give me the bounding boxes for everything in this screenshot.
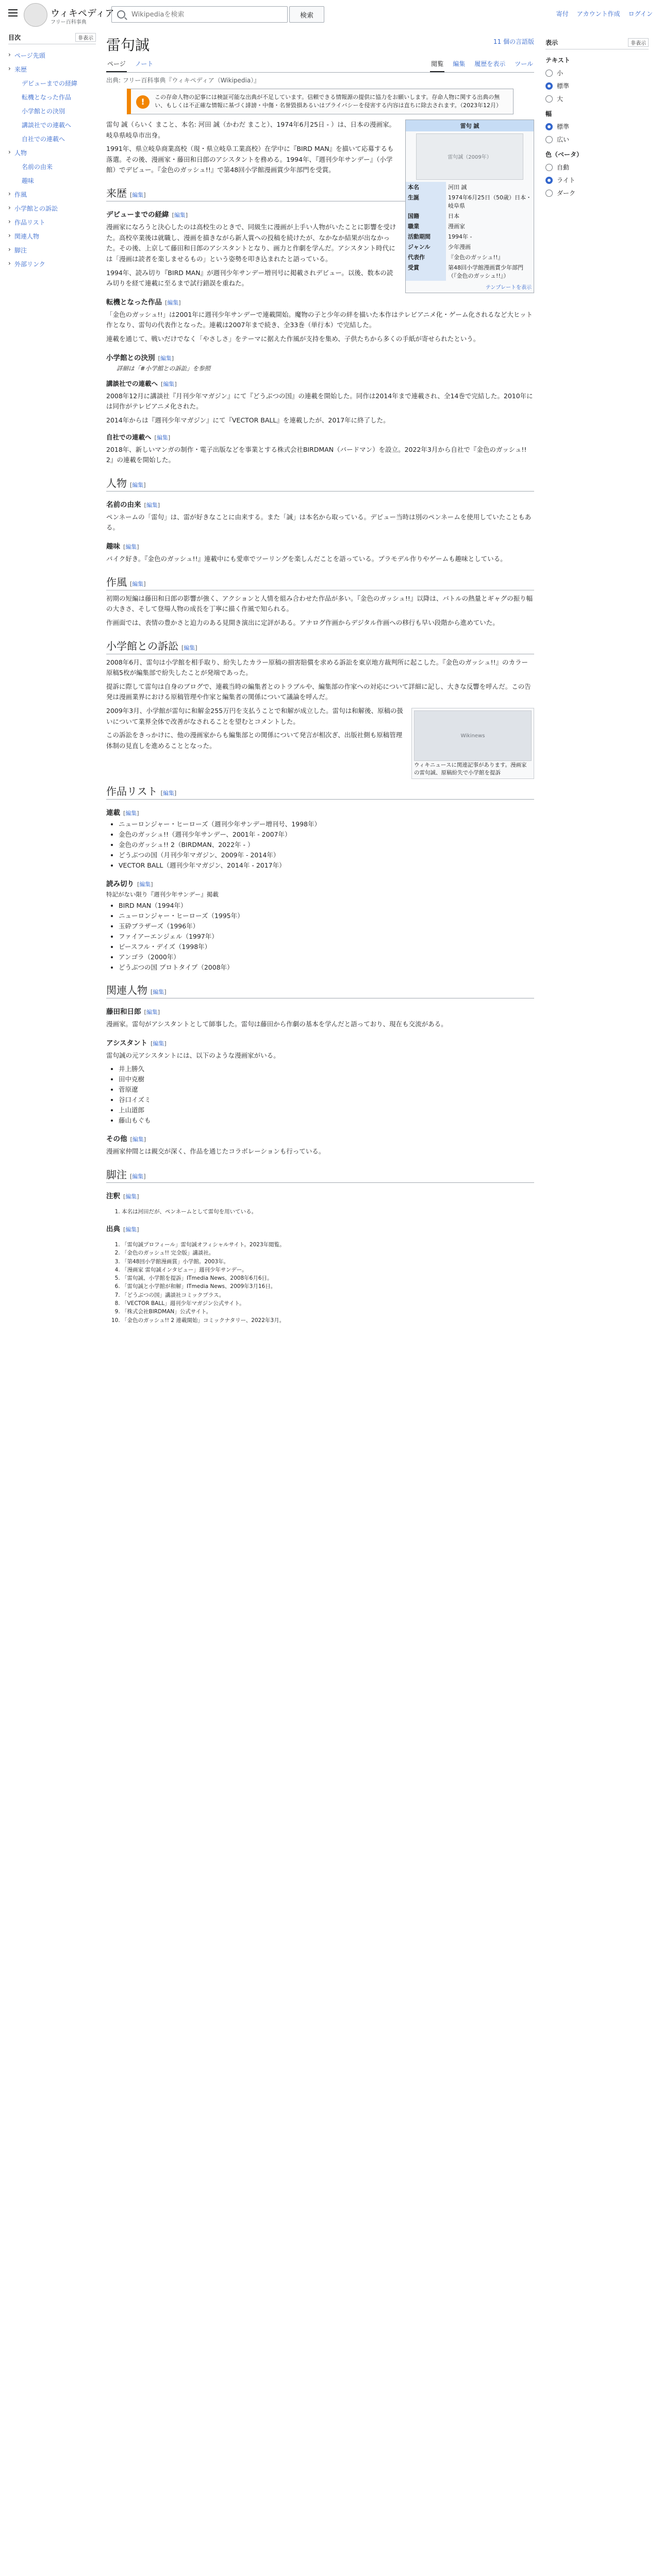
radio-icon[interactable] [545,177,553,184]
toc-item[interactable]: 趣味 [22,177,35,184]
color-option-label: ライト [557,177,575,184]
infobox-key: 本名 [406,182,446,192]
edit-link[interactable]: [編集] [160,790,177,796]
reference-item: 1. 「雷句誠プロフィール」雷句誠オフィシャルサイト。2023年閲覧。 [122,1241,534,1249]
assistant-item: • 田中克樹 [119,1074,534,1084]
color-option[interactable] [545,176,649,184]
donate-link[interactable]: 寄付 [556,10,569,18]
edit-link[interactable]: [編集] [151,989,167,995]
toc-hide-button[interactable]: 非表示 [75,33,96,42]
heading-jisha: 自社での連載へ [編集] [106,433,171,441]
infobox-value: 第48回小学館漫画賞少年部門（『金色のガッシュ!!』） [448,264,523,279]
notice-text: この存命人物の記事には検証可能な出典が不足しています。信頼できる情報源の提供に協力をお願いします。存命人物に関する出典の無い、もしくは不正確な情報に基づく誹謗・中傷・名誉毀損あるいはプライバシーを侵害する内容は直ちに除去されます。（2023年12月） [155,94,502,109]
infobox-header: 雷句 誠 [406,120,534,131]
heading-kodansha: 講談社での連載へ [編集] [106,379,177,387]
toc-sidebar [8,33,96,271]
color-option-label: ダーク [557,190,576,197]
edit-link[interactable]: [編集] [165,299,181,306]
width-label: 幅 [545,110,552,117]
infobox-value: 『金色のガッシュ!!』 [448,253,504,261]
infobox-row [406,211,534,221]
radio-icon[interactable] [545,190,553,197]
page-tabs [106,58,534,73]
paragraph-tenki-2: 連載を通じて、戦いだけでなく「やさしさ」をテーマに据えた作風が支持を集め、子供たちから多くの手紙が寄せられたという。 [106,335,480,343]
paragraph-soshou-3: 2009年3月、小学館が雷句に和解金255万円を支払うことで和解が成立した。雷句は和解後、原稿の扱いについて業界全体で改善がなされることを望むとコメントした。 [106,707,404,725]
yomikiri-item: • BIRD MAN（1994年） [119,901,534,911]
wikinews-logo[interactable]: Wikinews [414,710,532,761]
yomikiri-item: • ニューロンジャー・ヒーローズ（1995年） [119,911,534,921]
infobox-key: 代表作 [406,252,446,262]
radio-icon[interactable] [545,95,553,103]
toc-item[interactable]: 講談社での連載へ [22,122,72,129]
tagline: フリー百科事典 [51,20,87,25]
yomikiri-list [106,901,534,973]
toc-item[interactable]: › 外部リンク [8,257,96,271]
appearance-header [545,38,649,49]
paragraph-jisha: 2018年、新しいマンガの制作・電子出版などを事業とする株式会社BIRDMAN（バードマン）を設立。2022年3月から自社で『金色のガッシュ!! 2』の連載を開始した。 [106,445,527,464]
paragraph-assistant: 雷句誠の元アシスタントには、以下のような漫画家がいる。 [106,1051,280,1059]
edit-link[interactable]: [編集] [130,192,146,198]
infobox [405,120,534,293]
toc-item[interactable]: 転機となった作品 [22,94,72,101]
assistant-item: • 菅原遼 [119,1084,534,1095]
yomikiri-item: • ピースフル・デイズ（1998年） [119,942,534,952]
heading-soshou: 小学館との訴訟 [編集] [106,638,534,654]
paragraph-kodansha: 2008年12月に講談社『月刊少年マガジン』にて『どうぶつの国』の連載を開始した。同作は2014年まで連載され、全14巻で完結した。2010年には同作がテレビアニメ化された。 [106,392,533,411]
toc-item[interactable]: › 脚注 [8,243,96,257]
reference-item: 5. 「雷句誠、小学館を提訴」ITmedia News、2008年6月6日。 [122,1274,534,1282]
infobox-row [406,262,534,281]
text-size-option-label: 小 [557,70,564,77]
heading-shutten: 出典 [編集] [106,1225,139,1234]
infobox-value: 1994年 - [448,233,472,240]
infobox-row [406,252,534,262]
search-box [111,6,313,23]
toc-title: 目次 [8,34,21,41]
hatnote[interactable]: 詳細は「#小学館との訴訟」を参照 [117,364,211,372]
infobox-key: 受賞 [406,262,446,281]
toc-item[interactable]: 自社での連載へ [22,135,65,143]
heading-debut: デビューまでの経緯 [編集] [106,211,188,219]
template-link[interactable]: テンプレートを表示 [485,284,532,291]
paragraph-tenki: 「金色のガッシュ!!」は2001年に週刊少年サンデーで連載開始。魔物の子と少年の絆を描いた本作はテレビアニメ化・ゲーム化されるなど大ヒット作となり、雷句の代表作となった。連載は2007年まで続き、全33巻（単行本）で完結した。 [106,310,533,329]
edit-link[interactable]: [編集] [130,580,146,587]
assistant-item: • 谷口イズミ [119,1095,534,1105]
heading-jinbutsu: 人物 [編集] [106,475,534,492]
paragraph-debut: 漫画家になろうと決心したのは高校生のときで、同級生に漫画が上手い人物がいたことに影響を受けた。高校卒業後は就職し、漫画を描きながら新人賞への投稿を続けたが、なかなか結果が出なかった。その後、上京して藤田和日郎のアシスタントとなり、画力と作劇を学んだ。アシスタント時代には「漫画は読者を楽しませるもの」という姿勢を叩き込まれたと語っている。 [106,223,396,263]
create-account-link[interactable]: アカウント作成 [576,10,620,18]
notice-box [127,89,514,114]
paragraph-sakufu-2: 作画面では、表情の豊かさと迫力のある見開き演出に定評がある。アナログ作画からデジタル作画への移行も早い段階から進めていた。 [106,618,499,626]
color-label: 色（ベータ） [545,151,583,158]
references-list [106,1241,534,1325]
infobox-value: 日本 [448,212,459,219]
infobox-row [406,231,534,242]
text-size-option[interactable] [545,94,649,103]
edit-link[interactable]: [編集] [158,354,174,362]
warning-icon: ! [136,95,150,109]
assistant-item: • 藤山もぐも [119,1115,534,1126]
width-options [545,122,649,144]
reference-item: 4. 「漫画家 雷句誠インタビュー」週刊少年サンデー。 [122,1266,534,1274]
wikinews-caption[interactable]: ウィキニュースに関連記事があります。漫画家の雷句誠、原稿紛失で小学館を提訴 [414,762,527,776]
width-option[interactable] [545,135,649,144]
color-options [545,163,649,197]
text-size-options [545,69,649,103]
site-header [0,0,662,29]
toc-item[interactable]: 小学館との決別 [22,108,65,115]
edit-link[interactable]: [編集] [181,644,197,651]
search-icon [117,10,125,19]
tab-talk[interactable]: ノート [135,60,154,67]
toc-item[interactable]: › 作風 [8,188,96,201]
rensai-item: • どうぶつの国（月刊少年マガジン、2009年 - 2014年） [119,850,534,860]
edit-link[interactable]: [編集] [151,1040,167,1047]
paragraph-soshou-1: 2008年6月、雷句は小学館を相手取り、紛失したカラー原稿の損害賠償を求める訴訟を東京地方裁判所に起こした。『金色のガッシュ!!』のカラー原稿5枚が編集部で紛失したことが発端であった。 [106,658,528,677]
paragraph-debut-2: 1994年、読み切り『BIRD MAN』が週刊少年サンデー増刊号に掲載されデビュー。以後、数本の読み切りを経て連載に至るまで試行錯誤を重ねた。 [106,268,393,287]
edit-link[interactable]: [編集] [123,810,139,817]
text-size-label: テキスト [545,57,570,64]
paragraph-fujita: 漫画家。雷句がアシスタントとして師事した。雷句は藤田から作劇の基本を学んだと語っており、現在も交流がある。 [106,1020,448,1028]
toc-item[interactable]: › ページ先頭 [8,48,96,62]
heading-fujita: 藤田和日郎 [編集] [106,1008,160,1016]
intro-paragraph-2: 1991年、県立岐阜商業高校（現・県立岐阜工業高校）在学中に『BIRD MAN』を描いて応募するも落選。その後、漫画家・藤田和日郎のアシスタントを務める。1994年、『週刊少年サンデー』（小学館）でデビュー。『金色のガッシュ!!』で第48回小学館漫画賞少年部門を受賞。 [106,145,394,174]
wikipedia-logo[interactable] [24,3,47,27]
search-button[interactable]: 検索 [289,6,324,23]
edit-link[interactable]: [編集] [137,881,153,888]
reference-item: 7. 「どうぶつの国」講談社コミックプラス。 [122,1291,534,1299]
text-size-option[interactable] [545,69,649,77]
infobox-row [406,221,534,231]
page-title: 雷句誠 [106,37,150,54]
appearance-hide-button[interactable]: 非表示 [628,38,649,47]
appearance-panel [545,33,649,201]
intro-paragraph-1: 雷句 誠（らいく まこと、本名: 河田 誠（かわだ まこと）、1974年6月25日 - ）は、日本の漫画家。岐阜県岐阜市出身。 [106,120,395,139]
yomikiri-item: • どうぶつの国 プロトタイプ（2008年） [119,962,534,973]
infobox-key: ジャンル [406,242,446,252]
heading-sakuhin: 作品リスト [編集] [106,783,534,800]
toc-item[interactable]: › 人物 [8,146,96,160]
color-option[interactable] [545,189,649,197]
radio-icon[interactable] [545,82,553,90]
heading-tenki: 転機となった作品 [編集] [106,298,181,307]
heading-kyakuchu: 脚注 [編集] [106,1166,534,1183]
assistant-list [106,1064,534,1126]
paragraph-namae: ペンネームの「雷句」は、雷が好きなことに由来する。また「誠」は本名から取っている。デビュー当時は別のペンネームを使用していたこともある。 [106,513,532,532]
toc-item[interactable]: › 小学館との訴訟 [8,201,96,215]
infobox-table [406,182,534,281]
reference-item: 10. 「金色のガッシュ!! 2 連載開始」コミックナタリー、2022年3月。 [122,1316,534,1325]
paragraph-kodansha-2: 2014年からは『週刊少年マガジン』にて『VECTOR BALL』を連載したが、2017年に終了した。 [106,416,390,424]
infobox-key: 活動期間 [406,231,446,242]
language-button[interactable]: 11 個の言語版 [493,38,534,45]
tab-history[interactable]: 履歴を表示 [474,60,506,67]
heading-kanren: 関連人物 [編集] [106,982,534,998]
heading-sonota: その他 [編集] [106,1135,146,1144]
assistant-item: • 上山道郎 [119,1105,534,1115]
reference-item: 6. 「雷句誠と小学館が和解」ITmedia News、2009年3月16日。 [122,1282,534,1291]
edit-link[interactable]: [編集] [144,501,160,509]
infobox-photo[interactable] [416,133,523,180]
heading-namae: 名前の由来 [編集] [106,500,160,509]
text-size-option-label: 大 [557,95,564,103]
edit-link[interactable]: [編集] [123,544,139,550]
toc-item[interactable]: › 関連人物 [8,229,96,243]
infobox-row [406,192,534,211]
wordmark[interactable]: ウィキペディア [51,8,114,19]
rensai-list [106,819,534,871]
heading-rensai: 連載 [編集] [106,809,139,817]
toc-list [8,48,96,271]
text-size-option-label: 標準 [557,82,570,90]
reference-item: 8. 「VECTOR BALL」週刊少年マガジン公式サイト。 [122,1299,534,1308]
edit-link[interactable]: [編集] [144,1009,160,1015]
yomikiri-item: • 玉砕ブラザーズ（1996年） [119,921,534,931]
heading-chushaku: 注釈 [編集] [106,1192,139,1200]
heading-yomikiri: 読み切り [編集] [106,880,153,888]
personal-tools [556,9,653,18]
infobox-value: 1974年6月25日（50歳）日本・岐阜県 [448,194,532,209]
edit-link[interactable]: [編集] [123,1193,139,1200]
toc-header [8,33,96,44]
tab-tools[interactable]: ツール [515,60,533,67]
reference-item: 9. 「株式会社BIRDMAN」公式サイト。 [122,1308,534,1316]
heading-sakufu: 作風 [編集] [106,574,534,590]
radio-icon[interactable] [545,70,553,77]
paragraph-shumi: バイク好き。『金色のガッシュ!!』連載中にも愛車でツーリングを楽しんだことを語っている。プラモデル作りやゲームも趣味としている。 [106,555,507,563]
edit-link[interactable]: [編集] [172,212,188,218]
yomikiri-item: • アンゴラ（2000年） [119,952,534,962]
width-option[interactable] [545,122,649,131]
login-link[interactable]: ログイン [628,10,653,18]
infobox-row [406,182,534,192]
notes-list [106,1208,534,1216]
width-option-label: 標準 [557,123,570,130]
edit-link[interactable]: [編集] [161,380,177,387]
edit-link[interactable]: [編集] [123,1226,139,1233]
reference-item: 2. 「金色のガッシュ!! 完全版」講談社。 [122,1249,534,1257]
radio-icon[interactable] [545,164,553,171]
tab-edit[interactable]: 編集 [453,60,466,67]
appearance-title: 表示 [545,39,558,46]
photo-caption: 雷句誠（2009年） [448,155,492,161]
infobox-key: 職業 [406,221,446,231]
yomikiri-item: • ファイアーエンジェル（1997年） [119,931,534,942]
edit-link[interactable]: [編集] [130,1173,146,1180]
paragraph-soshou-4: この訴訟をきっかけに、他の漫画家からも編集部との関係について発言が相次ぎ、出版社側も原稿管理体制の見直しを進めることとなった。 [106,731,403,750]
edit-link[interactable]: [編集] [154,434,171,441]
assistant-item: • 井上勝久 [119,1064,534,1074]
heading-raireki: 来歴 [編集] [106,185,534,201]
yomikiri-note: 特記がない限り『週刊少年サンデー』掲載 [106,891,219,898]
infobox-value: 少年漫画 [448,243,471,250]
paragraph-sakufu: 初期の短編は藤田和日郎の影響が強く、アクションと人情を組み合わせた作品が多い。『金色のガッシュ!!』以降は、バトルの熱量とギャグの振り幅の大きさ、そして登場人物の成長を丁寧に描く作風で知られる。 [106,594,533,613]
toc-item[interactable]: 名前の由来 [22,163,53,171]
toc-item[interactable]: デビューまでの経緯 [22,80,78,87]
note-item: 1. 本名は河田だが、ペンネームとして雷句を用いている。 [122,1208,534,1216]
color-option-label: 自動 [557,164,570,171]
toc-item[interactable]: › 来歴 [8,62,96,76]
main-menu-icon[interactable] [8,9,18,16]
paragraph-soshou-2: 提訴に際して雷句は自身のブログで、連載当時の編集者とのトラブルや、編集部の作家への対応について詳細に記し、大きな反響を呼んだ。この告発は漫画業界における原稿管理や作家と編集者の関係について議論を呼んだ。 [106,682,531,701]
tab-read[interactable]: 閲覧 [430,59,444,72]
paragraph-sonota: 漫画家仲間とは親交が深く、作品を通じたコラボレーションも行っている。 [106,1147,325,1156]
main-content [106,29,534,1332]
infobox-value: 漫画家 [448,223,465,230]
toc-item[interactable]: › 作品リスト [8,215,96,229]
heading-ketsubetsu: 小学館との決別 [編集] [106,353,174,362]
reference-item: 3. 「第48回小学館漫画賞」小学館。2003年。 [122,1258,534,1266]
rensai-item: • 金色のガッシュ!! 2（BIRDMAN、2022年 - ） [119,840,534,850]
text-size-option[interactable] [545,81,649,90]
from-line: 出典: フリー百科事典『ウィキペディア（Wikipedia）』 [106,77,260,84]
infobox-key: 生誕 [406,192,446,211]
infobox-key: 国籍 [406,211,446,221]
rensai-item: • VECTOR BALL（週刊少年マガジン、2014年 - 2017年） [119,860,534,871]
radio-icon[interactable] [545,123,553,130]
rensai-item: • ニューロンジャー・ヒーローズ（週刊少年サンデー増刊号、1998年） [119,819,534,829]
rensai-item: • 金色のガッシュ!!（週刊少年サンデー、2001年 - 2007年） [119,829,534,840]
heading-shumi: 趣味 [編集] [106,543,139,551]
radio-icon[interactable] [545,136,553,143]
tab-page[interactable]: ページ [106,59,127,72]
infobox-value: 河田 誠 [448,183,467,191]
infobox-row [406,242,534,252]
wikinews-box [411,708,534,779]
edit-link[interactable]: [編集] [130,481,146,488]
width-option-label: 広い [557,136,570,143]
edit-link[interactable]: [編集] [130,1136,146,1143]
heading-assistant: アシスタント [編集] [106,1039,167,1047]
search-input[interactable] [130,10,267,19]
color-option[interactable] [545,163,649,172]
